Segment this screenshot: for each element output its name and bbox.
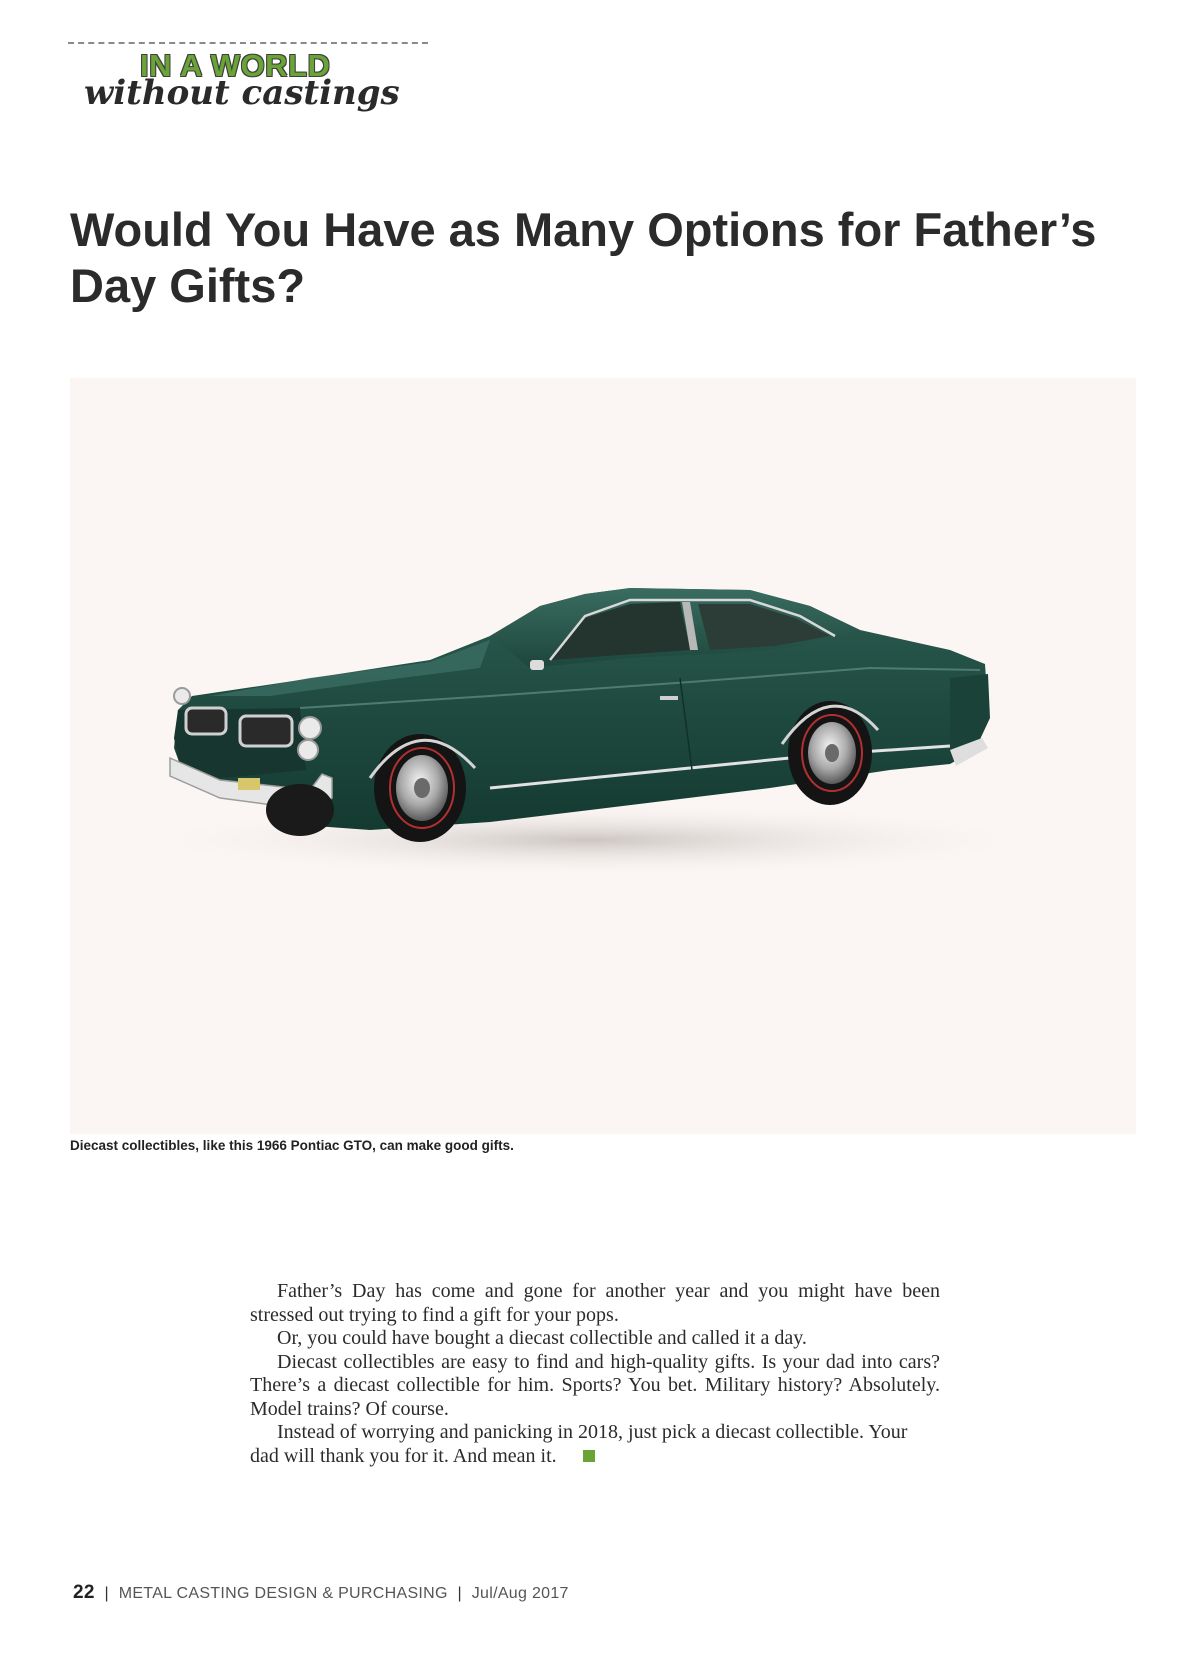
page-number: 22 (73, 1582, 95, 1603)
article-body (250, 1280, 940, 1468)
photo-caption: Diecast collectibles, like this 1966 Pontiac GTO, can make good gifts. (70, 1138, 514, 1153)
section-kicker-line1: IN A WORLD (140, 48, 331, 83)
header-dashed-rule (68, 42, 428, 44)
article-headline: Would You Have as Many Options for Father’s Day Gifts? (70, 203, 1097, 312)
body-paragraph: Diecast collectibles are easy to find and high-quality gifts. Is your dad into cars? There’s a diecast collectible for him. Sports? You bet. Military history? Absolutely. Model trains? Of course. (250, 1350, 940, 1420)
diecast-car-model-image (70, 378, 1136, 1134)
article-photo (70, 378, 1136, 1134)
end-of-article-square-icon (583, 1450, 595, 1462)
issue-date: Jul/Aug 2017 (471, 1585, 569, 1602)
rear-wheel (788, 701, 872, 805)
body-paragraph: Or, you could have bought a diecast collectible and called it a day. (277, 1327, 807, 1349)
publication-name: METAL CASTING DESIGN & PURCHASING (118, 1585, 448, 1602)
far-front-wheel (266, 784, 334, 836)
footer-separator: | (104, 1585, 109, 1602)
footer-separator: | (457, 1585, 462, 1602)
body-paragraph-final (250, 1421, 940, 1468)
body-paragraph: Father’s Day has come and gone for another year and you might have been stressed out trying to find a gift for your pops. (250, 1280, 940, 1326)
section-kicker-line2: without castings (84, 73, 400, 113)
page-footer (73, 1582, 569, 1604)
body-paragraph-final-text: Instead of worrying and panicking in 2018, just pick a diecast collectible. Your dad will thank you for it. And mean it. (250, 1421, 908, 1467)
